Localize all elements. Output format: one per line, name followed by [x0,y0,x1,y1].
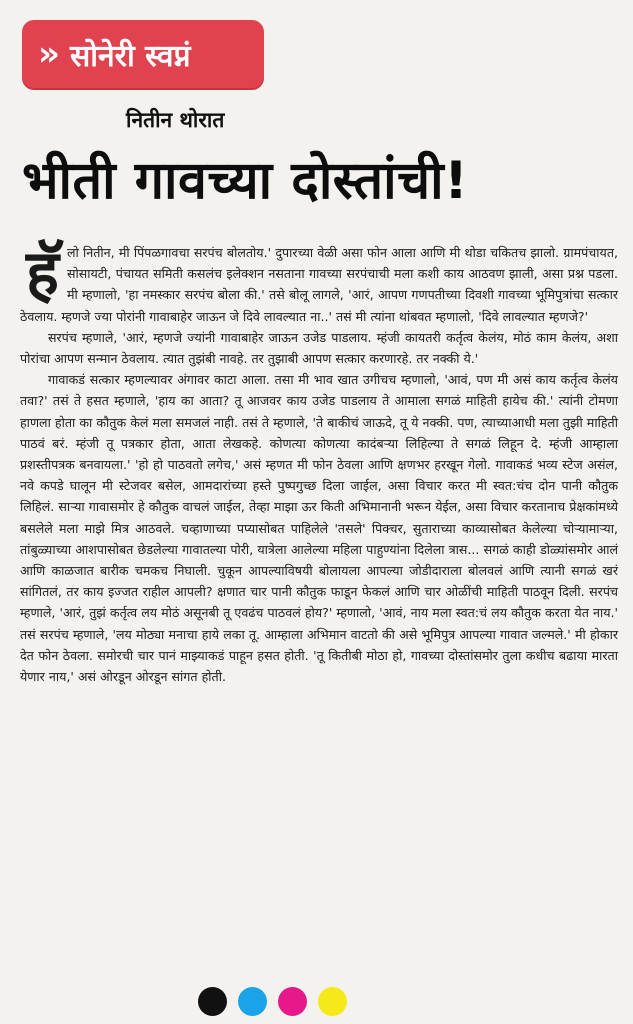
print-mark-black [198,987,227,1016]
print-registration-marks [198,987,347,1016]
column-name-badge [22,20,264,88]
article-paragraph: गावाकडं सत्कार म्हणल्यावर अंगावर काटा आला. तसा मी भाव खात उगीचच म्हणालो, 'आवं, पण मी असं काय कर्तृत्व केलंय तवा?' तसं ते हसत म्हणाले, 'हाय का आता? तू आजवर काय उजेड पाडलाय ते आमाला सगळं माहिती हायेच की.' त्यांनी टोमणा हाणला होता का कौतुक केलं मला समजलं नाही. तसं ते म्हणाले, 'ते बाकीचं जाऊदे, तू ये नक्की. पण, त्याच्याआधी मला तुझी माहिती पाठवं बरं. म्हंजी तू पत्रकार होता, आता लेखकहे. कोणत्या कोणत्या कादंबऱ्या लिहिल्या ते सगळं लिहून दे. म्हंजी आम्हाला प्रशस्तीपत्रक बनवायला.' 'हो हो पाठवतो लगेच,' असं म्हणत मी फोन ठेवला आणि क्षणभर हरखून गेलो. गावाकडं भव्य स्टेज असंल, नवे कपडे घालून मी स्टेजवर बसेल, आमदारांच्या हस्ते पुष्पगुच्छ दिला जाईल, असा विचार करत मी स्वत:चंच दोन पानी कौतुक लिहिलं. साऱ्या गावासमोर हे कौतुक वाचलं जाईल, तेव्हा माझा ऊर किती अभिमानानी भरून येईल, असा विचार करतानाच प्रेक्षकांमध्ये बसलेले मला माझे मित्र आठवले. चव्हाणाच्या पप्यासोबत पाहिलेले 'तसले' पिक्चर, सुताराच्या काव्यासोबत केलेल्या चोऱ्यामाऱ्या, तांबुळ्याच्या आशपासोबत छेडलेल्या गावातल्या पोरी, यात्रेला आलेल्या महिला पाहुण्यांना दिलेला त्रास... सगळं काही डोळ्यांसमोर आलं आणि काळजात बारीक चमकच निघाली. चुकून आपल्याविषयी बोलायला आपल्या जोडीदाराला बोलवलं आणि त्यानी सगळं खरं सांगितलं, तर काय इज्जत राहील आपली? क्षणात चार पानी कौतुक फाडून फेकलं आणि चार ओळींची माहिती पाठवून दिली. सरपंच म्हणाले, 'आरं, तुझं कर्तृत्व लय मोठं असूनबी तू एवढंच पाठवलं होय?' म्हणालो, 'आवं, नाय मला स्वत:चं लय कौतुक करता येत नाय.' तसं सरपंच म्हणाले, 'लय मोठ्या मनाचा हाये लका तू. आम्हाला अभिमान वाटतो की असे भूमिपुत्र आपल्या गावात जल्मले.' मी होकार देत फोन ठेवला. समोरची चार पानं माझ्याकडं पाहून हसत होती. 'तू कितीबी मोठा हो, गावच्या दोस्तांसमोर तुला कधीच बढाया मारता येणार नाय,' असं ओरडून ओरडून सांगत होती. [20,372,618,685]
article-headline: भीती गावच्या दोस्तांची! [22,151,469,211]
print-mark-yellow [318,987,347,1016]
double-chevron-right-icon: » [38,34,60,74]
article-paragraph-text: दुपारच्या वेळी असा फोन आला आणि मी थोडा चकितच झालो. ग्रामपंचायत, सोसायटी, पंचायत समिती कसलंच इलेक्शन नसताना गावच्या सरपंचाची मला कशी काय आठवण झाली, असा प्रश्न पडला. मी म्हणालो, 'हा नमस्कार सरपंच बोला की.' तसे बोलू लागले, 'आरं, आपण गणपतीच्या दिवशी गावच्या भूमिपुत्रांचा सत्कार ठेवलाय. म्हणजे ज्या पोरांनी गावाबाहेर जाऊन जे दिवे लावल्यात ना..' तसं मी त्यांना थांबवत म्हणालो, 'दिवे लावल्यात म्हणजे?' [20,245,619,324]
author-byline: नितीन थोरात [126,108,225,132]
article-paragraph: सरपंच म्हणाले, 'आरं, म्हणजे ज्यांनी गावाबाहेर जाऊन उजेड पाडलाय. म्हंजी कायतरी कर्तृत्व केलंय, मोठं काम केलंय, अशा पोरांचा आपण सन्मान ठेवलाय. त्यात तुझंबी नावहे. तर तुझाबी आपण सत्कार करणारहे. तर नक्की ये.' [20,329,618,367]
article-body [20,236,619,687]
drop-cap: हॅ [26,236,59,309]
print-mark-cyan [238,987,267,1016]
print-mark-magenta [278,987,307,1016]
article-opening-line: लो नितीन, मी पिंपळगावचा सरपंच बोलतोय.' [66,245,272,260]
article-paragraph [20,236,619,327]
column-name: सोनेरी स्वप्नं [69,38,191,74]
